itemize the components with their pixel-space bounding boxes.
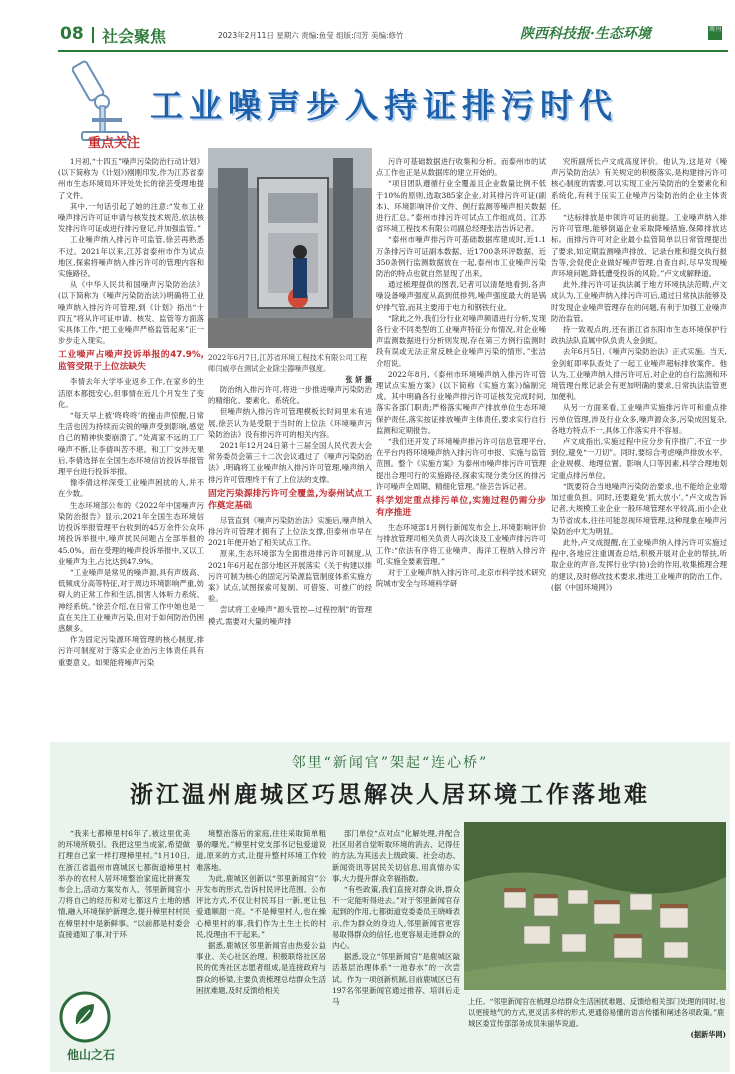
paragraph: 但噪声纳入排污许可管理模板长时间里未有进展,徐芸认为是受限于当时的上位法《环境噪声污染防治法》没有排污许可的相关内容。 [208, 407, 372, 439]
paragraph: 通过梳理提供的图表,记者可以清楚地看到,各声噪设备噪声强度从高到低排列,噪声强度最大的是锅炉排气管,而其主要用于电力和钢铁行业。 [376, 280, 546, 312]
paragraph: 工业噪声纳入排污许可监管,徐芸再熟悉不过。2021年以来,江苏省泰州市作为试点地区,探索将噪声纳入排污许可的管理内容和实施路径。 [58, 235, 204, 279]
paragraph: 像李倩这样深受工业噪声困扰的人,并不在少数。 [58, 478, 204, 499]
weekly-tag: 周刊 [708, 26, 722, 40]
header-rule [58, 50, 728, 52]
header-divider [92, 27, 94, 43]
village-caption [468, 996, 726, 1040]
paragraph: 尽管直到《噪声污染防治法》实施后,噪声纳入排污许可管理才拥有了上位法支撑,但泰州市早在2021年便开始了相关试点工作。 [208, 515, 372, 548]
caption-text: 上任。“邻里新闻官在梳理总结群众生活困扰难题、反馈给相关部门处理的同时,也以更接地气的方式,更灵活多样的形式,更通俗易懂的语言传播和阐述各项政策。”鹿城区委宣传部部务成员朱丽华说道。 [468, 997, 726, 1028]
lower-kicker: 邻里“新闻官”架起“连心桥” [291, 755, 489, 771]
newspaper-brand: 陕西科技报·生态环境 [520, 26, 651, 42]
article-column-4 [551, 156, 727, 736]
paragraph: 生态环境部公布的《2022年中国噪声污染防治报告》显示,2021年全国生态环境信访投诉举报管理平台收到的45万余件公众环境投诉举报中,噪声扰民问题占全部举报的45.0%。而在受理的噪声投诉举报中,又以工业噪声为主,占比达到47.9%。 [58, 500, 204, 566]
paragraph: 原来,生态环境部为全面推进排污许可制度,从2021年6月起在部分地区开展落实《关于构建以排污许可制为核心的固定污染源监管制度体系实施方案》试点,试图探索可复制、可借鉴、可推广的经验。 [208, 549, 372, 604]
page-number: 08 [60, 24, 84, 44]
paragraph: 卢文成指出,实施过程中应分步有序推广,不宜一步到位,避免“一刀切”。同时,要综合考虑噪声排放水平、企业规模、地理位置、影响人口等因素,科学合理地划定重点排污单位。 [551, 437, 727, 480]
paragraph: 从另一方面来看,工业噪声实施排污许可和重点排污单位管理,涉及行业众多,噪声源众多,污染成因复杂,各地方特点不一,具体工作落实并不容易。 [551, 403, 727, 435]
paragraph: “我们还开发了环境噪声排污许可信息管理平台,在平台内将环境噪声纳入排污许可申报、实施与监管范围。整个《实施方案》为泰州市噪声排污许可管理提出合理可行的实施路径,探索实现分类分区的排污许可噪声全周期、精细化管理。”徐芸告诉记者。 [376, 437, 546, 491]
paragraph: 1月初,“十四五”噪声污染防治行动计划》(以下简称为《计划》)刚刚印发,作为江苏省泰州市生态环境局环评处处长的徐芸受理地提了文件。 [58, 157, 204, 200]
headline: 工业噪声步入持证排污时代 [150, 86, 618, 125]
kicker-label: 重点关注 [88, 136, 141, 151]
subheading: 固定污染源排污许可全覆盖,为泰州试点工作奠定基础 [208, 488, 372, 511]
lower-article [50, 742, 730, 1072]
paragraph: “泰州市噪声排污许可基础数据库建成时,近1.1万条排污许可证副本数据、近1700条环评数据、近350条例行监测数据放在一起,泰州市工业噪声污染防治的特点也就自然显现了出来。 [376, 235, 546, 279]
article-column-1 [58, 156, 204, 736]
paragraph: 从《中华人民共和国噪声污染防治法》(以下简称为《噪声污染防治法》)明确将工业噪声纳入排污许可管理,到《计划》指出“十四五”将从许可证申请、核发、监管等方面落实具体工作,“把工业噪声严格监管起来”正一步步走入现实。 [58, 280, 204, 346]
column-logo-text: 他山之石 [66, 1048, 115, 1062]
paragraph: 为此,鹿城区创新以“邻里新闻官”公开发布的形式,告诉村民评比范围、公布评比方式,不仅让村民耳目一新,更让包爱通顺甜一亮。“不是樟里村人,也在操心樟里村的事,我们作为土生土长的村民,没理由不干起来。” [196, 873, 326, 939]
paragraph: 此外,排污许可证执法属于地方环境执法范畴,卢文成认为,工业噪声纳入排污许可后,通过日常执法能够及时发现企业噪声管理存在的问题,有利于加强工业噪声防治监管。 [551, 280, 727, 323]
paragraph: 境整治落后的家庭,往往采取简单粗暴的曝光。”樟里村党支部书记包爱道说道,原来的方式,让提升整村环境工作较难落地。 [196, 829, 326, 872]
paragraph: 此外,卢文成提醒,在工业噪声纳入排污许可实施过程中,各地应注重调查总结,积极开展对企业的帮扶,听取企业的声音,发挥行业学(协)会的作用,收集梳理合理的建议,及时修改技术要求,推进工业噪声的防治工作。(据《中国环境网》) [551, 537, 727, 592]
paragraph: “工业噪声是常见的噪声源,具有声级高、低频成分高等特征,对于周边环境影响严重,妨碍人的正常工作和生活,损害人体听力系统、神经系统。”徐芸介绍,在日常工作中她也是一直在关注工业噪声污染,但对于如何防治仍困惑颇多。 [58, 567, 204, 633]
village-photo [464, 822, 726, 990]
paragraph: “既要符合当地噪声污染防治要求,也不能给企业增加过重负担。同时,还要避免‘抓大放小’。”卢文成告诉记者,大规模工业企业一般环境管理水平较高,而小企业为节省成本,往往可能忽视环境管理,这种现象在噪声污染防治中尤为明显。 [551, 481, 727, 536]
paragraph: 据悉,设立“邻里新闻官”是鹿城区敲活基层治理体系“一池春水”的一次尝试。作为一项创新机制,目前鹿城区已有197名邻里新闻官通过推荐、培训后走马 [332, 952, 460, 1007]
paragraph: 持一致观点的,还有浙江省东阳市生态环境保护行政执法队直属中队负责人金剑虹。 [551, 325, 727, 346]
paragraph: 部门单位“点对点”化解处理,并配合社区用者自觉听取环境的消去、记得任的方法,为其送去上级政策、社会动态、新闻资讯等居民关切信息,用真情办实事,大力提升群众幸福指数。 [332, 829, 460, 883]
photo-credit: 张 妍 摄 [345, 375, 372, 384]
section-title: 社会聚焦 [102, 27, 167, 46]
page-header [0, 22, 735, 48]
photo-caption [208, 352, 372, 385]
article-column-2 [208, 384, 372, 736]
paragraph: “除此之外,我们分行业对噪声频谱进行分析,发现各行业不同类型的工业噪声特征分布情况,对企业噪声监测数据进行分析则发现,存在第三方例行监测时段有误或无法正常反映企业噪声污染的情形。”张洁介绍说。 [376, 313, 546, 368]
paragraph: 2022年8月,《泰州市环境噪声纳入排污许可管理试点实施方案》(以下简称《实施方案》)编制完成。其中明确各行业噪声排污许可证核发完成时间,落实各部门职责;严格落实噪声产排放单位生态环境保护责任,落实按证排放噪声主体责任,要求实行自行监测和定期报告。 [376, 369, 546, 435]
paragraph: 污许可基础数据进行收集和分析。而泰州市的试点工作也正是从数据库的建立开始的。 [376, 157, 546, 178]
source-credit: (据新华网) [690, 1030, 726, 1039]
paragraph: 防治纳入排污许可,将进一步推进噪声污染防治的精细化、要素化、系统化。 [208, 385, 372, 406]
paragraph: 据悉,鹿城区邻里新闻官由热爱公益事业、关心社区治理、积极联络社区居民的优秀社区志愿者组成,是连接政府与群众的桥梁,主要负责梳理总结群众生活困扰难题,及时反馈给相关 [196, 941, 326, 995]
subheading: 工业噪声占噪声投诉举报的47.9%,监管受限于上位法缺失 [58, 350, 204, 373]
lower-column-1 [58, 828, 190, 998]
column-logo [56, 990, 114, 1064]
paragraph: 2021年12月24日第十三届全国人民代表大会常务委员会第三十二次会议通过了《噪声污染防治法》,明确将工业噪声纳入排污许可管理,噪声纳入排污许可管理终于有了上位法的支撑。 [208, 441, 372, 484]
issue-info: 2023年2月11日 星期六 责编:鱼莹 组版:闫芳 美编:修竹 [218, 31, 404, 40]
lower-column-3 [332, 828, 460, 1068]
paragraph: “有些政策,我们直接对群众讲,群众不一定能听得进去。”对于邻里新闻官存起到的作用,七都街道党委委员王晓峰表示,作为群众的身边人,邻里新闻官更容易取得群众的信任,也更容易走进群众的内心。 [332, 885, 460, 951]
factory-photo [208, 148, 372, 348]
caption-text: 2022年6月7日,江苏省环境工程技术有限公司工程师闫威亭在测试企业除尘器噪声强度。 [208, 353, 368, 373]
article-column-3 [376, 156, 546, 736]
paragraph: 去年6月5日,《噪声污染防治法》正式实施。当天,金剑虹即率队查处了一起工业噪声超标排放案件。他认为,工业噪声纳入排污许可后,对企业的自行监测和环境管理台账记录会有更加明确的要求,日常执法监管更加便利。 [551, 347, 727, 402]
paragraph: “每天早上被‘咚咚咚’的撞击声惊醒,日常生活也因为持续而尖锐的噪声受到影响,感觉自己的精神快要崩溃了。”处离家不远的工厂噪声不断,让李倩叫苦不堪。和工厂交涉无果后,李倩选择在全国生态环境信访投诉举报管理平台进行投诉举报。 [58, 411, 204, 477]
lower-headline: 浙江温州鹿城区巧思解决人居环境工作落地难 [130, 782, 650, 808]
leaf-logo-icon [56, 990, 114, 1044]
paragraph: “达标排放是申领许可证的前提。工业噪声纳入排污许可管理,能够倒逼企业采取降噪措施,保障排放达标。而排污许可对企业最小监管简单以日常管理提出了要求,如定期监测噪声排放、记录台账和提交执行报告等,会促使企业做好噪声管理,自查自纠,尽早发现噪声环境问题,降低遭受投诉的风险。”卢文成解释道。 [551, 213, 727, 279]
paragraph: 生态环境部1月例行新闻发布会上,环境影响评价与排放管理司相关负责人再次谈及工业噪声排污许可工作:“依法有序将工业噪声、海洋工程纳入排污许可,实施全要素管理。” [376, 523, 546, 566]
paragraph: 李情去年大学毕业返乡工作,在家乡的生活原本都挺安心,但事情在近几个月发生了变化。 [58, 377, 204, 409]
lower-column-2 [196, 828, 326, 1068]
paragraph: 其中,一句话引起了她的注意:“发布工业噪声排污许可证申请与核发技术规范,依法核发排污许可证或进行排污登记,并加强监管。” [58, 201, 204, 234]
paragraph: 作为固定污染源环境管理的核心制度,排污许可制度对于落实企业治污主体责任具有重要意义。如果能将噪声污染 [58, 635, 204, 667]
paragraph: “我来七都樟里村6年了,被这里优美的环境所吸引。我把这里当成家,希望做打理自己家一样打理樟里村。”1月10日,在浙江省温州市鹿城区七都街道樟里村举办的农村人居环境整治家庭比拼赛发布会上,活动方案发布人、邻里新闻官小刀将自己的经历和对七都这片土地的感情,融入环境保护新理念,提升樟里村村民在樟里村中是新鲜事。“以前都是村委会直接通知了事,对于环 [58, 829, 190, 939]
subheading: 科学划定重点排污单位,实施过程仍需分步有序推进 [376, 496, 546, 519]
paragraph: 对于工业噪声纳入排污许可,北京市科学技术研究院城市安全与环境科学研 [376, 567, 546, 589]
paragraph: 究所副所长卢文成高度评价。他认为,这是对《噪声污染防治法》有关规定的积极落实,是构建排污许可核心制度的需要,可以实现工业污染防治的全要素化和系统化,有利于压实工业噪声污染防治的企业主体责任。 [551, 157, 727, 211]
paragraph: “项目团队遵循行业全覆盖且企业数量比例不低于10%的原则,选取385家企业,对其排污许可证(副本)、环境影响评价文件、例行监测等噪声相关数据进行汇总。”泰州市排污许可试点工作组成员、江苏省环境工程技术有限公司副总经理张洁告诉记者。 [376, 179, 546, 234]
paragraph: 尝试将工业噪声“源头管控—过程控制”的管理模式,需要对大量的噪声排 [208, 605, 372, 626]
